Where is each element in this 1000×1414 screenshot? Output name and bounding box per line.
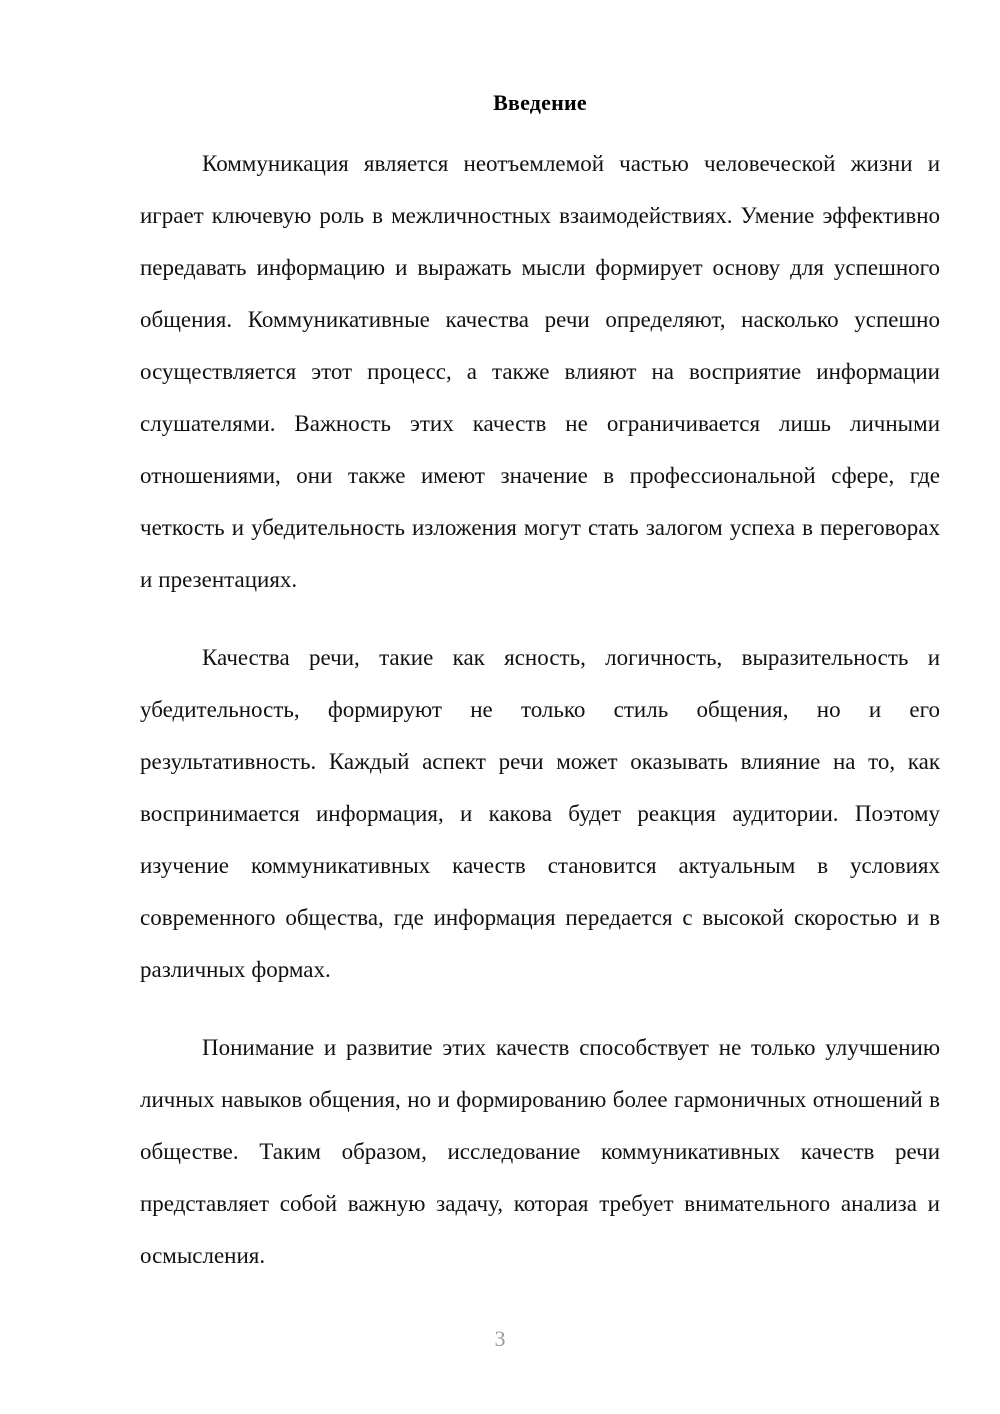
page-title: Введение: [493, 90, 587, 115]
body-paragraph: Качества речи, такие как ясность, логичность, выразительность и убедительность, формируют не только стиль общения, но и его результативность. Каждый аспект речи может оказывать влияние на то, как воспринимается информация, и какова будет реакция аудитории. Поэтому изучение коммуникативных качеств становится актуальным в условиях современного общества, где информация передается с высокой скоростью и в различных формах.: [140, 645, 940, 983]
body-paragraph: Понимание и развитие этих качеств способствует не только улучшению личных навыков общения, но и формированию более гармоничных отношений в обществе. Таким образом, исследование коммуникативных качеств речи представляет собой важную задачу, которая требует внимательного анализа и осмысления.: [140, 1035, 940, 1269]
document-body: [140, 90, 940, 1282]
page-number: 3: [494, 1326, 506, 1351]
body-paragraph: Коммуникация является неотъемлемой частью человеческой жизни и играет ключевую роль в межличностных взаимодействиях. Умение эффективно передавать информацию и выражать мысли формирует основу для успешного общения. Коммуникативные качества речи определяют, насколько успешно осуществляется этот процесс, а также влияют на восприятие информации слушателями. Важность этих качеств не ограничивается лишь личными отношениями, они также имеют значение в профессиональной сфере, где четкость и убедительность изложения могут стать залогом успеха в переговорах и презентациях.: [140, 151, 940, 593]
